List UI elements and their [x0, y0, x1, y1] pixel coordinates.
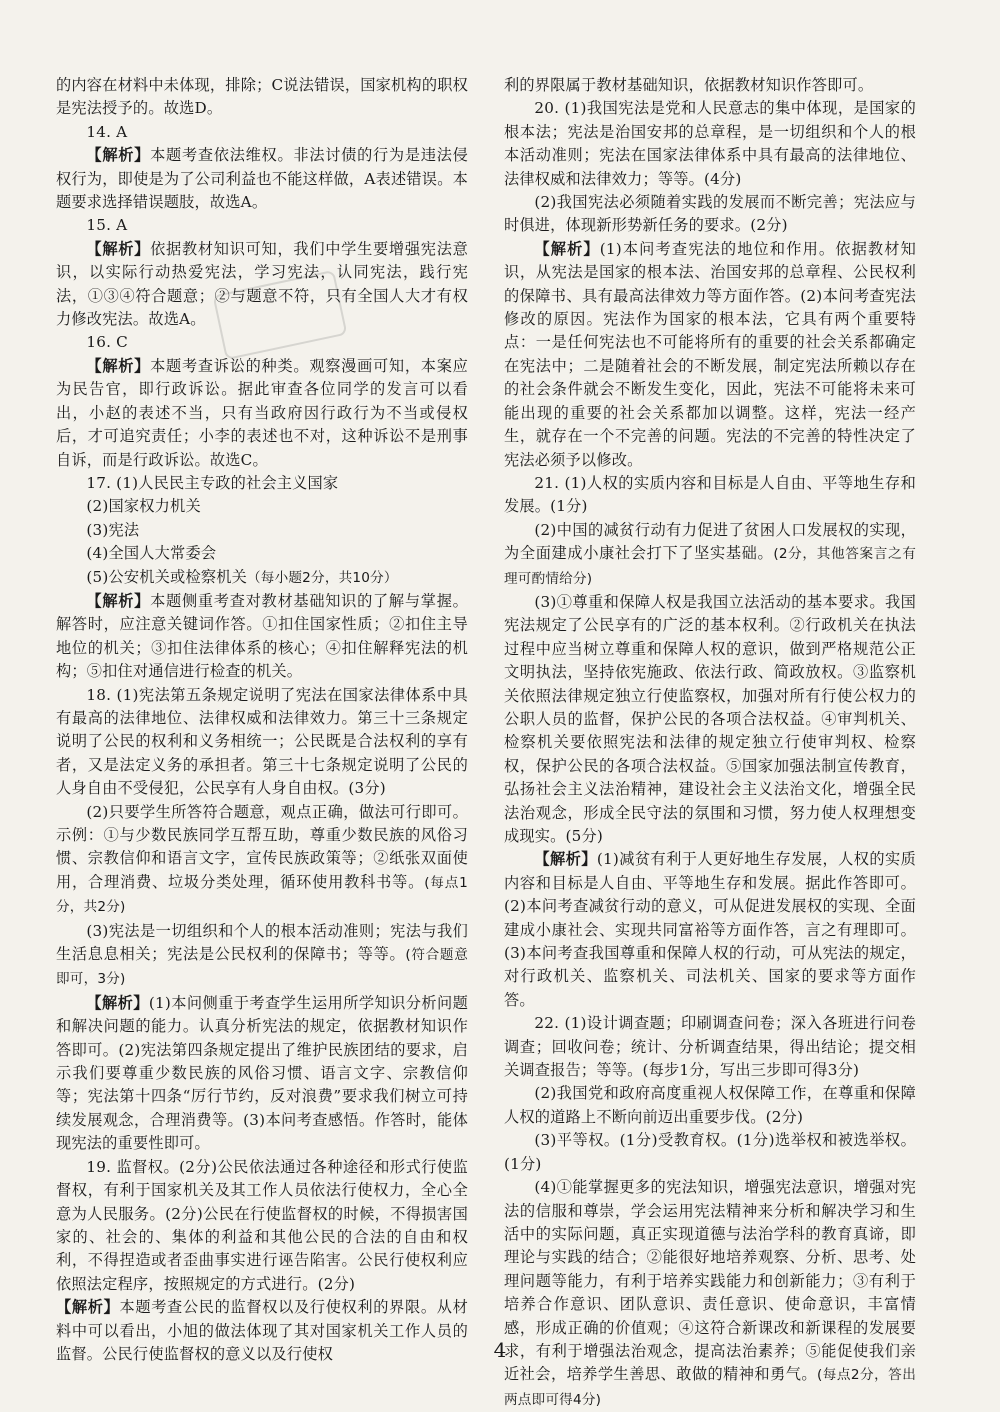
paragraph-text: 利的界限属于教材基础知识，依据教材知识作答即可。	[504, 76, 874, 94]
paragraph-text: 14. A	[86, 122, 128, 141]
paragraph-text: 本题考查公民的监督权以及行使权利的界限。从材料中可以看出，小旭的做法体现了其对国家机关工作人员的监督。公民行使监督权的意义以及行使权	[56, 1298, 468, 1363]
answer-paragraph	[504, 519, 916, 591]
paragraph-text: (3)①尊重和保障人权是我国立法活动的基本要求。我国宪法规定了公民享有的广泛的基本权利。②行政机关在执法过程中应当树立尊重和保障人权的意识，做到严格规范公正文明执法，坚持依宪施政、依法行政、简政放权。③监察机关依照法律规定独立行使监察权，加强对所有行使公权力的公职人员的监督，保护公民的各项合法权益。④审判机关、检察机关要依照宪法和法律的规定独立行使审判权、检察权，保护公民的各项合法权益。⑤国家加强法制宣传教育，弘扬社会主义法治精神，建设社会主义法治文化，增强全民法治观念，形成全民守法的氛围和习惯，努力使人权理想变成现实。(5分)	[504, 592, 916, 845]
answer-paragraph	[56, 566, 468, 590]
paragraph-text: 依据教材知识可知，我们中学生要增强宪法意识，以实际行动热爱宪法，学习宪法，认同宪法，践行宪法，①③④符合题意；②与题意不符，只有全国人大才有权力修改宪法。故选A。	[56, 239, 469, 329]
page-number: 4	[493, 1338, 507, 1362]
paragraph-text: 本题考查依法维权。非法讨债的行为是违法侵权行为，即使是为了公司利益也不能这样做，A表述错误。本题要求选择错误题肢，故选A。	[56, 146, 469, 212]
answer-paragraph	[56, 684, 468, 801]
paragraph-text: (4)全国人大常委会	[86, 544, 217, 563]
answer-paragraph	[56, 920, 468, 992]
right-column	[504, 74, 916, 1412]
paragraph-text: (3)宪法	[86, 520, 140, 539]
answer-paragraph	[56, 144, 468, 214]
paragraph-text: (5)公安机关或检察机关	[86, 567, 247, 586]
answer-paragraph	[504, 97, 916, 191]
score-note: （每小题2分，共10分）	[247, 569, 398, 586]
analysis-tag: 【解析】	[86, 146, 151, 165]
paragraph-text: 22. (1)设计调查题；印刷调查问卷；深入各班进行问卷调查；回收问卷；统计、分析调查结果，得出结论；提交相关调查报告；等等。(每步1分，写出三步即可得3分)	[504, 1014, 916, 1080]
paragraph-text: (2)国家权力机关	[86, 497, 201, 516]
paragraph-text: 20. (1)我国宪法是党和人民意志的集中体现，是国家的根本法；宪法是治国安邦的总章程，是一切组织和个人的根本活动准则；宪法在国家法律体系中具有最高的法律地位、法律权威和法律效力；等等。(4分)	[504, 99, 916, 188]
answer-paragraph	[56, 74, 468, 121]
score-note: (符合题意即可，3分)	[56, 947, 468, 988]
analysis-tag: 【解析】	[534, 850, 597, 869]
left-column	[56, 74, 468, 1366]
answer-paragraph	[504, 591, 916, 848]
answer-paragraph	[56, 992, 468, 1156]
answer-paragraph	[56, 355, 468, 472]
paragraph-text: 16. C	[86, 333, 128, 352]
answer-paragraph	[504, 1012, 916, 1082]
paragraph-text: (1)本问侧重于考查学生运用所学知识分析问题和解决问题的能力。认真分析宪法的规定，依据教材知识作答即可。(2)宪法第四条规定提出了维护民族团结的要求，启示我们要尊重少数民族的风俗习惯、语言文字、宗教信仰等；宪法第十四条“厉行节约，反对浪费”要求我们树立可持续发展观念，合理消费等。(3)本问考查感悟。作答时，能体现宪法的重要性即可。	[56, 993, 468, 1153]
paragraph-text: 本题侧重考查对教材基础知识的了解与掌握。解答时，应注意关键词作答。①扣住国家性质；②扣住主导地位的机关；③扣住法律体系的核心；④扣住解释宪法的机构；⑤扣住对通信进行检查的机关。	[56, 591, 469, 681]
analysis-tag: 【解析】	[86, 239, 151, 258]
paragraph-text: 17. (1)人民民主专政的社会主义国家	[86, 473, 339, 492]
paragraph-text: (3)平等权。(1分)受教育权。(1分)选举权和被选举权。(1分)	[504, 1131, 916, 1173]
answer-paragraph	[56, 1156, 468, 1296]
paragraph-text: (4)①能掌握更多的宪法知识，增强宪法意识，增强对宪法的信服和尊崇，学会运用宪法精神来分析和解决学习和生活中的实际问题，真正实现道德与法治学科的教育真谛，即理论与实践的结合；②能很好地培养观察、分析、思考、处理问题等能力，有利于培养实践能力和创新能力；③有利于培养合作意识、团队意识、责任意识、使命意识，丰富情感，形成正确的价值观；④这符合新课改和新课程的发展要求，有利于增强法治观念，提高法治素养；⑤能促使我们亲近社会，培养学生善思、敢做的精神和勇气。	[504, 1178, 916, 1384]
answer-paragraph	[56, 472, 468, 495]
analysis-tag: 【解析】	[534, 239, 600, 258]
answer-paragraph	[56, 238, 468, 332]
paragraph-text: 的内容在材料中未体现，排除；C说法错误，国家机构的职权是宪法授予的。故选D。	[56, 76, 468, 118]
answer-paragraph	[504, 848, 916, 1012]
paragraph-text: (3)宪法是一切组织和个人的根本活动准则；宪法与我们生活息息相关；宪法是公民权利的保障书；等等。	[56, 921, 468, 964]
answer-paragraph	[56, 801, 468, 920]
score-note: (每点1分，共2分)	[56, 874, 468, 916]
paragraph-text: 15. A	[86, 216, 128, 235]
answer-paragraph	[56, 590, 468, 684]
paragraph-text: (2)只要学生所答符合题意，观点正确，做法可行即可。示例：①与少数民族同学互帮互助，尊重少数民族的风俗习惯、宗教信仰和语言文字，宣传民族政策等；②纸张双面使用，合理消费、垃圾分类处理，循环使用教科书等。	[56, 802, 468, 891]
analysis-tag: 【解析】	[86, 591, 151, 610]
answer-paragraph	[56, 495, 468, 518]
analysis-tag: 【解析】	[56, 1298, 120, 1317]
paragraph-text: (1)本问考查宪法的地位和作用。依据教材知识，从宪法是国家的根本法、治国安邦的总章程、公民权利的保障书、具有最高法律效力等方面作答。(2)本问考查宪法修改的原因。宪法作为国家的根本法，它具有两个重要特点：一是任何宪法也不可能将所有的重要的社会关系都确定在宪法中；二是随着社会的不断发展，制定宪法所赖以存在的社会条件就会不断发生变化，因此，宪法不可能将未来可能出现的重要的社会关系都加以调整。这样，宪法一经产生，就存在一个不完善的问题。宪法的不完善的特性决定了宪法必须予以修改。	[504, 239, 916, 469]
paragraph-text: 本题考查诉讼的种类。观察漫画可知，本案应为民告官，即行政诉讼。据此审查各位同学的发言可以看出，小赵的表述不当，只有当政府因行政行为不当或侵权后，才可追究责任；小李的表述也不对，这种诉讼不是刑事自诉，而是行政诉讼。故选C。	[56, 356, 469, 469]
answer-paragraph	[56, 121, 468, 144]
analysis-tag: 【解析】	[86, 993, 149, 1012]
answer-paragraph	[504, 238, 916, 472]
paragraph-text: 19. 监督权。(2分)公民依法通过各种途径和形式行使监督权，有利于国家机关及其工作人员依法行使权力，全心全意为人民服务。(2分)公民在行使监督权的时候，不得损害国家的、社会的、集体的利益和其他公民的合法的自由和权利，不得捏造或者歪曲事实进行诬告陷害。公民行使权利应依照法定程序，按照规定的方式进行。(2分)	[56, 1157, 468, 1293]
answer-paragraph	[56, 214, 468, 237]
score-note: (每点2分，答出两点即可得4分)	[504, 1367, 916, 1408]
answer-paragraph	[504, 74, 916, 97]
answer-paragraph	[56, 542, 468, 565]
paragraph-text: 18. (1)宪法第五条规定说明了宪法在国家法律体系中具有最高的法律地位、法律权威和法律效力。第三十三条规定说明了公民的权利和义务相统一；公民既是合法权利的享有者，又是法定义务的承担者。第三十七条规定说明了公民的人身自由不受侵犯，公民享有人身自由权。(3分)	[56, 685, 468, 798]
score-note: (2分，其他答案言之有理可酌情给分)	[504, 546, 916, 587]
analysis-tag: 【解析】	[86, 356, 151, 375]
answer-paragraph	[504, 472, 916, 519]
paragraph-text: (1)减贫有利于人更好地生存发展，人权的实质内容和目标是人自由、平等地生存和发展。据此作答即可。(2)本问考查减贫行动的意义，可从促进发展权的实现、全面建成小康社会、实现共同富裕等方面作答，言之有理即可。(3)本问考查我国尊重和保障人权的行动，可从宪法的规定，对行政机关、监察机关、司法机关、国家的要求等方面作答。	[504, 850, 916, 1009]
answer-paragraph	[504, 191, 916, 238]
answer-paragraph	[504, 1129, 916, 1176]
paragraph-text: (2)我国宪法必须随着实践的发展而不断完善；宪法应与时俱进，体现新形势新任务的要求。(2分)	[504, 193, 916, 235]
answer-paragraph	[56, 519, 468, 542]
paragraph-text: (2)我国党和政府高度重视人权保障工作，在尊重和保障人权的道路上不断向前迈出重要步伐。(2分)	[504, 1084, 916, 1126]
paragraph-text: (2)中国的减贫行动有力促进了贫困人口发展权的实现，为全面建成小康社会打下了坚实基础。	[504, 520, 916, 563]
answer-paragraph	[504, 1176, 916, 1412]
answer-paragraph	[504, 1082, 916, 1129]
answer-paragraph	[56, 331, 468, 354]
paragraph-text: 21. (1)人权的实质内容和目标是人自由、平等地生存和发展。(1分)	[504, 473, 916, 516]
